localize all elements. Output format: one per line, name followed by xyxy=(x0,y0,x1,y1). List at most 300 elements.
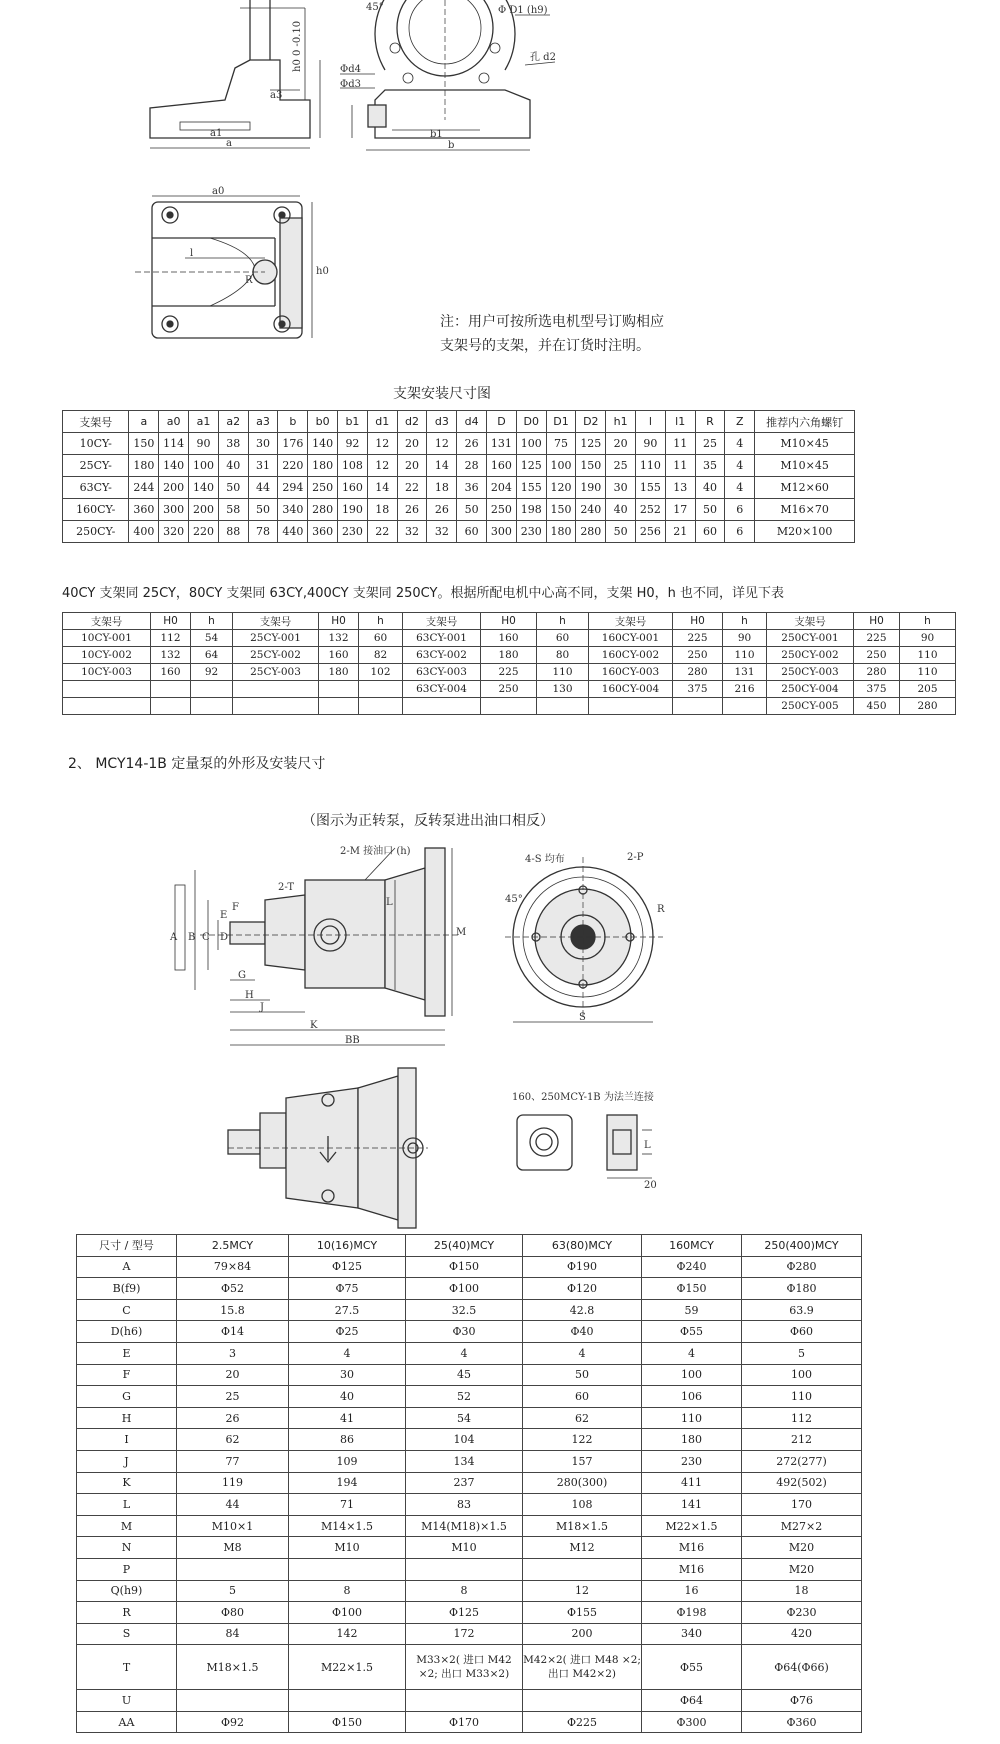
bracket-table-cell: 50 xyxy=(218,477,248,499)
h0-table-cell xyxy=(233,698,319,715)
pump-table-cell: M10 xyxy=(289,1537,406,1559)
pump-table-cell: 16 xyxy=(642,1580,742,1602)
pump-table-cell: 5 xyxy=(742,1342,862,1364)
a-dim-label: A xyxy=(170,932,178,943)
bracket-table-cell: M10×45 xyxy=(755,433,855,455)
bracket-table-cell: 92 xyxy=(338,433,368,455)
pump-table-cell: 112 xyxy=(742,1407,862,1429)
pump-table-cell: Φ240 xyxy=(642,1256,742,1278)
oil-port-label: 2-M 接油口 (h) xyxy=(340,846,411,857)
a0-label: a0 xyxy=(212,186,225,197)
pump-table-cell: Φ180 xyxy=(742,1278,862,1300)
pump-table-cell: 109 xyxy=(289,1450,406,1472)
bracket-table-cell-header: l1 xyxy=(665,411,695,433)
bracket-table-cell: 140 xyxy=(308,433,338,455)
h0-table-cell xyxy=(191,698,233,715)
pump-table-cell: Φ100 xyxy=(289,1602,406,1624)
pump-table-cell: M10 xyxy=(406,1537,523,1559)
bracket-table-cell: 155 xyxy=(516,477,546,499)
pump-table-cell: 100 xyxy=(642,1364,742,1386)
pump-table-cell: S xyxy=(77,1623,177,1645)
flange-variant-label: 160、250MCY-1B 为法兰连接 xyxy=(512,1092,654,1103)
d4-label: Φd4 xyxy=(340,64,361,75)
bracket-table-cell-header: 推荐内六角螺钉 xyxy=(755,411,855,433)
bracket-table-cell: 6 xyxy=(725,521,755,543)
h0-table-cell: 130 xyxy=(537,681,589,698)
bracket-table-cell: 294 xyxy=(278,477,308,499)
h0-table-cell: 110 xyxy=(537,664,589,681)
pump-side-drawing xyxy=(160,840,480,1060)
pump-table-cell-header: 160MCY xyxy=(642,1235,742,1257)
pump-table-row xyxy=(77,1407,862,1429)
pump-table-cell: 20 xyxy=(177,1364,289,1386)
bracket-table-cell: 30 xyxy=(248,433,278,455)
pump-table-cell: 104 xyxy=(406,1429,523,1451)
pump-table-row xyxy=(77,1364,862,1386)
bracket-table-cell: 44 xyxy=(248,477,278,499)
pump-table-cell-header: 63(80)MCY xyxy=(523,1235,642,1257)
bracket-table-row xyxy=(63,499,855,521)
h0-table-row xyxy=(63,647,956,664)
h0-table-cell: 225 xyxy=(854,630,900,647)
bracket-table-cell: 200 xyxy=(189,499,219,521)
h0-table-cell: 80 xyxy=(537,647,589,664)
pump-table-cell: M22×1.5 xyxy=(642,1515,742,1537)
pump-table-cell: Φ300 xyxy=(642,1711,742,1733)
bracket-table-cell: 26 xyxy=(427,499,457,521)
pump-table-cell: 83 xyxy=(406,1494,523,1516)
pump-table-cell: 84 xyxy=(177,1623,289,1645)
h0-table xyxy=(62,612,956,715)
pump-table-cell: M8 xyxy=(177,1537,289,1559)
bracket-table-cell: 150 xyxy=(546,499,576,521)
pump-table-cell: P xyxy=(77,1558,177,1580)
bracket-table-cell-header: D2 xyxy=(576,411,606,433)
bracket-table-cell-header: a1 xyxy=(189,411,219,433)
pump-table-cell: 230 xyxy=(642,1450,742,1472)
bracket-note-line2: 支架号的支架，并在订货时注明。 xyxy=(440,338,650,354)
bracket-table-cell-header: d1 xyxy=(367,411,397,433)
pump-table-cell: Φ52 xyxy=(177,1278,289,1300)
bracket-table-cell: 25 xyxy=(695,433,725,455)
pump-table-row xyxy=(77,1472,862,1494)
pump-end-drawing xyxy=(505,842,675,1032)
h0-label: h0 0 -0.10 xyxy=(292,20,303,72)
pump-table-cell: Φ150 xyxy=(642,1278,742,1300)
bracket-table-cell: 63CY- xyxy=(63,477,129,499)
h0-table-cell: 63CY-003 xyxy=(403,664,481,681)
pump-table-cell: 492(502) xyxy=(742,1472,862,1494)
h0-table-cell: 25CY-001 xyxy=(233,630,319,647)
pump-table-cell: 52 xyxy=(406,1386,523,1408)
bracket-table-cell: 100 xyxy=(516,433,546,455)
bracket-table-cell: 50 xyxy=(248,499,278,521)
pump-table-cell: Φ60 xyxy=(742,1321,862,1343)
h0-table-cell: 250CY-005 xyxy=(767,698,854,715)
b-label: b xyxy=(448,140,455,151)
pump-table-cell: R xyxy=(77,1602,177,1624)
h0-table-cell-header: h xyxy=(537,613,589,630)
bracket-table-cell: 160 xyxy=(338,477,368,499)
pump-table-cell: 119 xyxy=(177,1472,289,1494)
h0-table-cell: 225 xyxy=(481,664,537,681)
bracket-table-cell: 32 xyxy=(427,521,457,543)
pump-table-cell: 106 xyxy=(642,1386,742,1408)
e-dim-label: E xyxy=(220,910,228,921)
bracket-table-cell: 220 xyxy=(189,521,219,543)
pump-table-cell: A xyxy=(77,1256,177,1278)
m-dim-label: M xyxy=(456,927,467,938)
pump-table-cell: 8 xyxy=(406,1580,523,1602)
bracket-table-cell: 220 xyxy=(278,455,308,477)
pump-table-cell: 40 xyxy=(289,1386,406,1408)
l-label: l xyxy=(190,248,194,259)
bracket-table-row xyxy=(63,455,855,477)
h0-table-cell-header: H0 xyxy=(673,613,723,630)
t-label: 2-T xyxy=(278,882,295,893)
angle-45-label: 45° xyxy=(505,894,523,905)
pump-table-cell: 63.9 xyxy=(742,1299,862,1321)
pump-table-cell: Φ280 xyxy=(742,1256,862,1278)
pump-table-cell: 26 xyxy=(177,1407,289,1429)
bracket-table-cell-header: h1 xyxy=(606,411,636,433)
bracket-table-cell: 190 xyxy=(576,477,606,499)
pump-table-cell: N xyxy=(77,1537,177,1559)
pump-table-cell xyxy=(289,1558,406,1580)
a1-label: a1 xyxy=(210,128,223,139)
bracket-table-cell: 280 xyxy=(576,521,606,543)
pump-table-cell: K xyxy=(77,1472,177,1494)
pump-table-cell: Φ55 xyxy=(642,1321,742,1343)
pump-table-cell xyxy=(289,1690,406,1712)
bracket-table-cell-header: b xyxy=(278,411,308,433)
bracket-table-cell: 21 xyxy=(665,521,695,543)
pump-table-cell: Φ125 xyxy=(406,1602,523,1624)
bracket-table-cell: 155 xyxy=(636,477,666,499)
bracket-table-cell: 250 xyxy=(308,477,338,499)
h0-table-cell xyxy=(723,698,767,715)
pump-table-cell: Φ225 xyxy=(523,1711,642,1733)
pump-table-cell: 212 xyxy=(742,1429,862,1451)
bracket-table-cell: 125 xyxy=(576,433,606,455)
h0-table-cell xyxy=(151,698,191,715)
h0-table-cell: 280 xyxy=(854,664,900,681)
c-dim-label: C xyxy=(202,932,210,943)
bracket-table-cell-header: Z xyxy=(725,411,755,433)
bracket-front-drawing xyxy=(130,0,590,170)
bracket-table-cell-header: l xyxy=(636,411,666,433)
bracket-table-cell: 108 xyxy=(338,455,368,477)
flange-variant-drawing xyxy=(512,1090,712,1190)
bracket-table-cell-header: a0 xyxy=(159,411,189,433)
pump-table-row xyxy=(77,1580,862,1602)
pump-table-cell: 4 xyxy=(289,1342,406,1364)
pump-caption: （图示为正转泵，反转泵进出油口相反） xyxy=(302,813,554,829)
h0-top-label: h0 xyxy=(316,266,329,277)
bb-dim-label: BB xyxy=(345,1035,360,1046)
h0-table-cell-header: 支架号 xyxy=(63,613,151,630)
pump-table-cell: U xyxy=(77,1690,177,1712)
bracket-table-cell: 40 xyxy=(606,499,636,521)
h0-table-cell xyxy=(63,698,151,715)
h0-table-cell: 375 xyxy=(854,681,900,698)
bracket-table-cell: 180 xyxy=(308,455,338,477)
bracket-table-cell: 20 xyxy=(606,433,636,455)
pump-table-cell: 77 xyxy=(177,1450,289,1472)
pump-table-cell: T xyxy=(77,1645,177,1690)
pump-table-cell: Φ25 xyxy=(289,1321,406,1343)
g-dim-label: G xyxy=(238,970,246,981)
pump-table-cell: 4 xyxy=(642,1342,742,1364)
pump-table-cell: M27×2 xyxy=(742,1515,862,1537)
h0-table-cell-header: 支架号 xyxy=(767,613,854,630)
bracket-table-cell: 26 xyxy=(457,433,487,455)
pump-table-cell: 8 xyxy=(289,1580,406,1602)
pump-table-cell: Φ40 xyxy=(523,1321,642,1343)
pump-table-cell: 3 xyxy=(177,1342,289,1364)
bracket-table-cell: 25CY- xyxy=(63,455,129,477)
pump-table-cell: Φ30 xyxy=(406,1321,523,1343)
bracket-table-cell: 250CY- xyxy=(63,521,129,543)
pump-table-cell: Φ360 xyxy=(742,1711,862,1733)
bracket-table-cell: 28 xyxy=(457,455,487,477)
h0-table-cell-header: h xyxy=(359,613,403,630)
h0-table-cell xyxy=(319,698,359,715)
pump-table-cell: 32.5 xyxy=(406,1299,523,1321)
bracket-table-cell: 150 xyxy=(576,455,606,477)
bracket-table-cell: 6 xyxy=(725,499,755,521)
bracket-table-cell: 114 xyxy=(159,433,189,455)
pump-table-cell: Φ230 xyxy=(742,1602,862,1624)
flange-l-label: L xyxy=(644,1140,651,1151)
pump-table-cell: Φ155 xyxy=(523,1602,642,1624)
pump-table-cell: M14(M18)×1.5 xyxy=(406,1515,523,1537)
pump-table-cell: B(f9) xyxy=(77,1278,177,1300)
h0-note: 40CY 支架同 25CY，80CY 支架同 63CY,400CY 支架同 250CY。根据所配电机中心高不同，支架 H0，h 也不同，详见下表 xyxy=(62,586,785,601)
bracket-table-cell: 12 xyxy=(367,455,397,477)
pump-table-row xyxy=(77,1450,862,1472)
h0-table-cell: 160CY-002 xyxy=(589,647,673,664)
bracket-table-cell: M12×60 xyxy=(755,477,855,499)
pump-table-cell: 42.8 xyxy=(523,1299,642,1321)
pump-table-row xyxy=(77,1429,862,1451)
bracket-table-cell: 300 xyxy=(159,499,189,521)
bracket-table-cell-header: a2 xyxy=(218,411,248,433)
bracket-table-cell: 11 xyxy=(665,433,695,455)
r-end-label: R xyxy=(657,904,665,915)
pump-table-cell: Φ125 xyxy=(289,1256,406,1278)
pump-table-row xyxy=(77,1321,862,1343)
bracket-table-cell: 50 xyxy=(457,499,487,521)
bracket-table-cell: 12 xyxy=(367,433,397,455)
h0-table-cell-header: h xyxy=(900,613,956,630)
bracket-table-cell: 204 xyxy=(487,477,517,499)
bracket-table-cell: 360 xyxy=(308,521,338,543)
bracket-table-cell: 140 xyxy=(189,477,219,499)
d-dim-label: D xyxy=(220,932,229,943)
bracket-table-cell: 40 xyxy=(695,477,725,499)
h0-table-cell xyxy=(359,681,403,698)
pump-table-cell: Φ100 xyxy=(406,1278,523,1300)
h0-table-row-header xyxy=(63,613,956,630)
h0-table-cell xyxy=(63,681,151,698)
pump-table-cell: 134 xyxy=(406,1450,523,1472)
bracket-table-cell: 176 xyxy=(278,433,308,455)
bracket-table-cell: 230 xyxy=(338,521,368,543)
h0-table-cell-header: H0 xyxy=(481,613,537,630)
pump-table-cell: 12 xyxy=(523,1580,642,1602)
bracket-table-cell: 150 xyxy=(129,433,159,455)
h0-table-cell: 25CY-003 xyxy=(233,664,319,681)
h0-table-cell: 63CY-004 xyxy=(403,681,481,698)
bracket-table-cell: 12 xyxy=(427,433,457,455)
h0-table-row xyxy=(63,630,956,647)
h0-table-cell: 60 xyxy=(359,630,403,647)
bracket-table-cell: 22 xyxy=(397,477,427,499)
pump-table-cell: G xyxy=(77,1386,177,1408)
bracket-table-cell: 140 xyxy=(159,455,189,477)
hole-label: 孔 d2 xyxy=(530,52,556,63)
f-dim-label: F xyxy=(232,902,239,913)
pump-table-cell: 62 xyxy=(523,1407,642,1429)
bracket-table-cell: 120 xyxy=(546,477,576,499)
h0-table-cell xyxy=(481,698,537,715)
pump-table-cell: 27.5 xyxy=(289,1299,406,1321)
pump-table-cell: 59 xyxy=(642,1299,742,1321)
bracket-table-cell: 50 xyxy=(695,499,725,521)
bracket-table-cell: 25 xyxy=(606,455,636,477)
pump-table-cell: 18 xyxy=(742,1580,862,1602)
d3-label: Φd3 xyxy=(340,79,361,90)
pump-table-cell: 62 xyxy=(177,1429,289,1451)
h0-table-cell: 180 xyxy=(319,664,359,681)
bracket-table-cell: 30 xyxy=(606,477,636,499)
h0-table-cell xyxy=(673,698,723,715)
pump-table-cell: 60 xyxy=(523,1386,642,1408)
pump-table-cell-header: 尺寸 / 型号 xyxy=(77,1235,177,1257)
h0-table-row xyxy=(63,698,956,715)
h0-table-cell: 280 xyxy=(673,664,723,681)
pump-table-cell: F xyxy=(77,1364,177,1386)
h0-table-cell: 250CY-002 xyxy=(767,647,854,664)
pump-table-cell: Φ64(Φ66) xyxy=(742,1645,862,1690)
h0-table-cell xyxy=(319,681,359,698)
bracket-table-cell: 13 xyxy=(665,477,695,499)
pump-table-cell: L xyxy=(77,1494,177,1516)
bracket-table-cell-header: D xyxy=(487,411,517,433)
k-dim-label: K xyxy=(310,1020,318,1031)
bracket-table-cell: 180 xyxy=(546,521,576,543)
bracket-table-cell: 32 xyxy=(397,521,427,543)
h0-table-cell: 250CY-004 xyxy=(767,681,854,698)
h0-table-cell xyxy=(537,698,589,715)
h0-table-cell: 63CY-002 xyxy=(403,647,481,664)
bracket-table-cell-header: R xyxy=(695,411,725,433)
pump-table-cell: Φ120 xyxy=(523,1278,642,1300)
pump-table-cell: 237 xyxy=(406,1472,523,1494)
pump-table-row-header xyxy=(77,1235,862,1257)
h0-table-cell: 132 xyxy=(151,647,191,664)
pump-table-cell: 71 xyxy=(289,1494,406,1516)
pump-table-cell: M33×2( 进口 M42 ×2; 出口 M33×2) xyxy=(406,1645,523,1690)
pump-table-cell: Φ64 xyxy=(642,1690,742,1712)
pump-table-cell: M20 xyxy=(742,1537,862,1559)
pump-table-row xyxy=(77,1602,862,1624)
bracket-table-cell: 190 xyxy=(338,499,368,521)
pump-table-cell: 50 xyxy=(523,1364,642,1386)
pump-table-cell xyxy=(177,1690,289,1712)
pump-table-cell: 180 xyxy=(642,1429,742,1451)
h0-table-cell: 160CY-003 xyxy=(589,664,673,681)
pump-table-row xyxy=(77,1278,862,1300)
pump-table-cell: Φ190 xyxy=(523,1256,642,1278)
pump-table-cell: 200 xyxy=(523,1623,642,1645)
h0-table-cell xyxy=(589,698,673,715)
pump-table-row xyxy=(77,1386,862,1408)
bracket-table-cell-header: b1 xyxy=(338,411,368,433)
pump-table-cell: 4 xyxy=(523,1342,642,1364)
bracket-table-cell: 20 xyxy=(397,455,427,477)
r-label: R xyxy=(245,275,253,286)
h0-table-cell: 160CY-001 xyxy=(589,630,673,647)
pump-table-cell-header: 25(40)MCY xyxy=(406,1235,523,1257)
pump-table-cell: 280(300) xyxy=(523,1472,642,1494)
bracket-table-cell: 88 xyxy=(218,521,248,543)
bracket-table-cell: 17 xyxy=(665,499,695,521)
bracket-table-cell: 125 xyxy=(516,455,546,477)
bracket-table-cell: 90 xyxy=(636,433,666,455)
h0-table-cell: 216 xyxy=(723,681,767,698)
h0-table-cell-header: h xyxy=(191,613,233,630)
h0-table-cell: 250 xyxy=(673,647,723,664)
h0-table-cell-header: H0 xyxy=(319,613,359,630)
bracket-table-cell: 440 xyxy=(278,521,308,543)
pump-table-row xyxy=(77,1690,862,1712)
bracket-table-cell: 4 xyxy=(725,455,755,477)
h0-table-cell: 250 xyxy=(854,647,900,664)
h0-table-cell: 25CY-002 xyxy=(233,647,319,664)
bracket-table-cell: M20×100 xyxy=(755,521,855,543)
pump-table-cell: AA xyxy=(77,1711,177,1733)
h0-table-cell-header: H0 xyxy=(151,613,191,630)
l-dim-label: L xyxy=(386,897,393,908)
h0-table-cell: 375 xyxy=(673,681,723,698)
bracket-table-cell-header: a xyxy=(129,411,159,433)
pump-table-cell: Φ76 xyxy=(742,1690,862,1712)
bracket-table-cell: 18 xyxy=(367,499,397,521)
pump-table-cell xyxy=(406,1558,523,1580)
bracket-table-cell: 60 xyxy=(457,521,487,543)
bracket-table-cell-header: D1 xyxy=(546,411,576,433)
bracket-table-cell: 100 xyxy=(546,455,576,477)
bracket-table-cell: 160CY- xyxy=(63,499,129,521)
bracket-table-row xyxy=(63,477,855,499)
pump-table-cell: Q(h9) xyxy=(77,1580,177,1602)
h0-table-cell: 160 xyxy=(151,664,191,681)
bracket-table-cell-header: d3 xyxy=(427,411,457,433)
pump-top-drawing xyxy=(228,1068,468,1228)
bracket-table-cell-header: b0 xyxy=(308,411,338,433)
b1-label: b1 xyxy=(430,129,443,140)
pump-table-cell: 110 xyxy=(742,1386,862,1408)
bracket-table-row xyxy=(63,521,855,543)
pump-table-cell: M20 xyxy=(742,1558,862,1580)
bracket-table-cell: 58 xyxy=(218,499,248,521)
pump-table-cell: M14×1.5 xyxy=(289,1515,406,1537)
bracket-order-note xyxy=(440,310,664,358)
bracket-table-cell: 250 xyxy=(487,499,517,521)
h0-table-cell-header: h xyxy=(723,613,767,630)
